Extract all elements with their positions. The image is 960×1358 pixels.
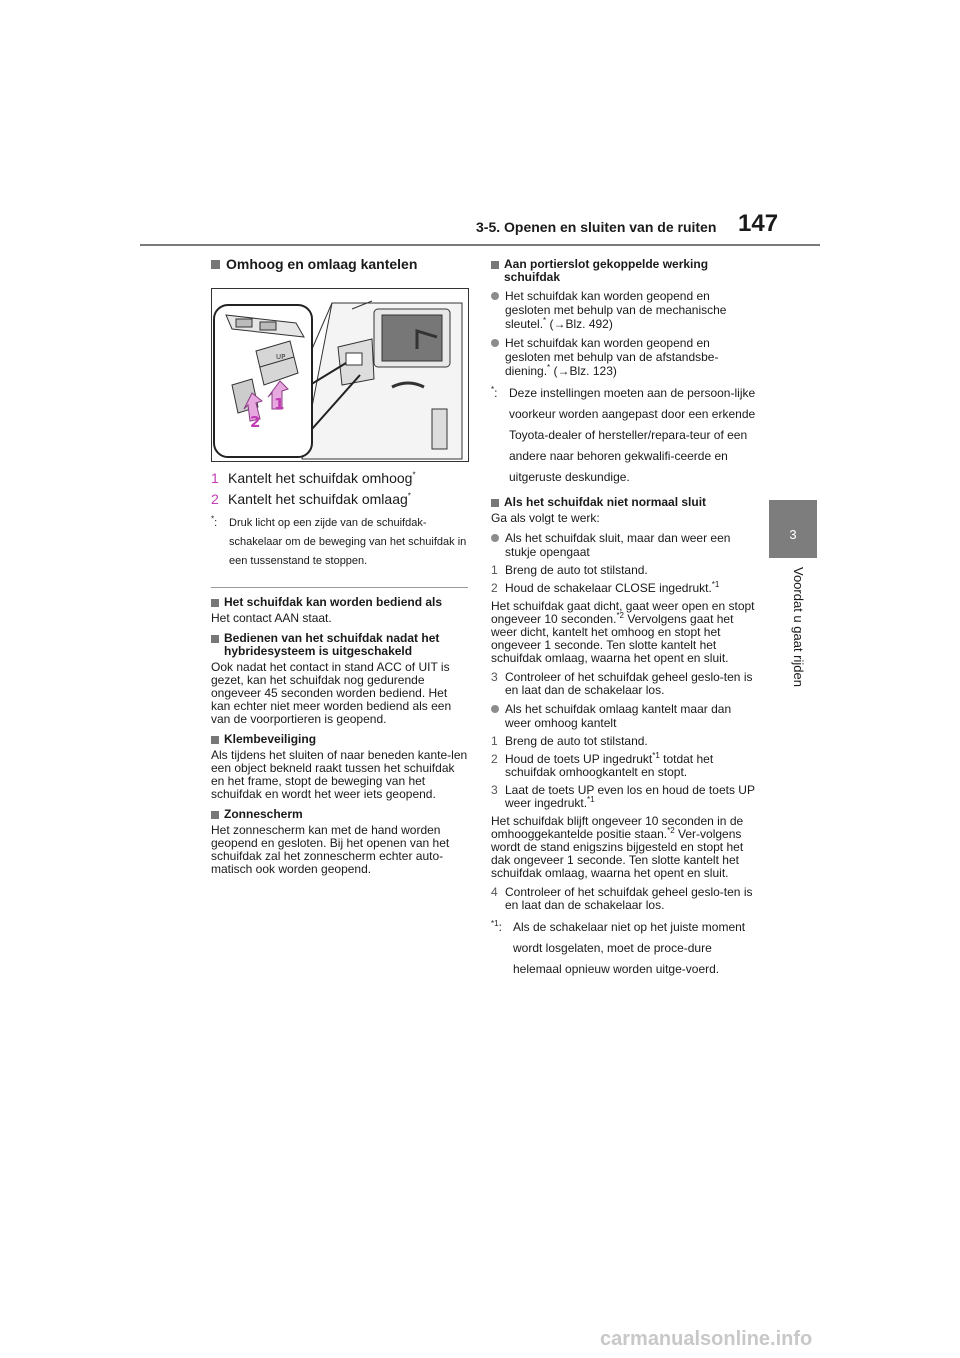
info-title: Klembeveiliging: [224, 732, 317, 746]
step-text-continued: totdat het schuifdak omhoogkantelt en stopt.: [505, 752, 714, 779]
step-number: 2: [491, 581, 498, 595]
header-rule: [140, 244, 820, 246]
left-column: [211, 256, 468, 882]
step-text: Controleer of het schuifdak geheel geslo-ten is en laat dan de schakelaar los.: [505, 670, 753, 697]
watermark: carmanualsonline.info: [600, 1328, 813, 1350]
footnote-mark: *: [547, 363, 551, 372]
page-number: 147: [738, 210, 779, 237]
procedure-step: [491, 735, 757, 748]
bullet-item: [491, 531, 757, 559]
procedure-step: [491, 564, 757, 577]
step-number: 1: [491, 734, 498, 748]
round-bullet-icon: [491, 339, 499, 347]
round-bullet-icon: [491, 534, 499, 542]
step-text: Controleer of het schuifdak geheel geslo-ten is en laat dan de schakelaar los.: [505, 885, 753, 912]
bullet-item: [491, 336, 757, 378]
step-number: 2: [211, 491, 219, 507]
info-title: Aan portierslot gekoppelde werking schuifdak: [504, 257, 709, 284]
footnote-mark: *: [543, 316, 547, 325]
step-text: Breng de auto tot stilstand.: [505, 563, 648, 577]
step-text: Kantelt het schuifdak omhoog: [228, 470, 413, 486]
info-section: [211, 632, 468, 726]
procedure-step: [491, 671, 757, 697]
bullet-text: Het schuifdak kan worden geopend en gesloten met behulp van de mechanische sleutel.: [505, 289, 727, 331]
info-body: Het contact AAN staat.: [211, 611, 332, 625]
footnote-text: Druk licht op een zijde van de schuifdak-schakelaar om de beweging van het schuifdak in een tussenstand te stoppen.: [229, 517, 467, 567]
square-bullet-icon: [211, 260, 220, 269]
section-heading: [211, 256, 468, 272]
bullet-text: Als het schuifdak omlaag kantelt maar dan weer omhoog kantelt: [505, 702, 732, 730]
figure-label-2: 2: [250, 413, 261, 431]
procedure-step: [491, 753, 757, 779]
intro-text: Ga als volgt te werk:: [491, 511, 600, 525]
page-reference: (→Blz. 123): [550, 364, 617, 378]
step-text: Houd de toets UP ingedrukt: [505, 752, 653, 766]
info-title: Het schuifdak kan worden bediend als: [224, 595, 443, 609]
info-section: [211, 596, 468, 625]
footnote-mark: *: [211, 514, 215, 524]
procedure-paragraph: [491, 815, 757, 880]
square-bullet-icon: [211, 599, 219, 607]
info-body: Het zonnescherm kan met de hand worden geopend en gesloten. Bij het openen van het schuifdak zal het zonnescherm echter auto-matisch ook worden geopend.: [211, 823, 450, 876]
step-tilt-down: [211, 493, 468, 506]
step-number: 3: [491, 670, 498, 684]
step-tilt-up: [211, 472, 468, 485]
footnote: [491, 383, 757, 488]
chapter-label: Voordat u gaat rijden: [791, 567, 806, 687]
footnote-mark: *1: [491, 919, 499, 928]
footnote-mark: *1: [587, 795, 595, 804]
footnote-separator: :: [494, 386, 498, 400]
section-title: 3-5. Openen en sluiten van de ruiten: [476, 219, 717, 235]
info-body: Ook nadat het contact in stand ACC of UIT is gezet, kan het schuifdak nog gedurende ongeveer 45 seconden worden bediend. Het kan echter niet meer worden bediend als een van de voorportieren is geopend.: [211, 660, 452, 726]
step-number: 1: [491, 563, 498, 577]
footnote: [491, 917, 757, 980]
footnote-text: Deze instellingen moeten aan de persoon-lijke voorkeur worden aangepast door een erkende Toyota-dealer of hersteller/repara-teur of een andere naar behoren gekwalifi-ceerde en uitgeruste deskundige.: [509, 386, 756, 484]
footnote-mark: *1: [652, 751, 660, 760]
footnote-mark: *: [407, 491, 411, 501]
round-bullet-icon: [491, 292, 499, 300]
divider: [211, 587, 468, 588]
sunroof-switch-figure: [211, 288, 469, 462]
info-section: [211, 733, 468, 801]
procedure-step: [491, 784, 757, 810]
bullet-text: Als het schuifdak sluit, maar dan weer een stukje opengaat: [505, 531, 731, 559]
square-bullet-icon: [491, 499, 499, 507]
footnote-mark: *1: [711, 580, 720, 589]
chapter-tab: 3: [769, 500, 817, 558]
square-bullet-icon: [211, 736, 219, 744]
footnote: [211, 514, 468, 571]
square-bullet-icon: [491, 261, 499, 269]
footnote-mark: *: [491, 385, 495, 394]
footnote-separator: :: [498, 920, 502, 934]
paragraph-text: Het schuifdak blijft ongeveer 10 seconden in de omhooggekantelde positie staan.: [491, 814, 744, 841]
info-section: [211, 808, 468, 876]
info-title: Als het schuifdak niet normaal sluit: [504, 495, 707, 509]
heading-text: Omhoog en omlaag kantelen: [226, 256, 418, 272]
step-text: Laat de toets UP even los en houd de toets UP weer ingedrukt.: [505, 783, 755, 810]
footnote-text: Als de schakelaar niet op het juiste moment wordt losgelaten, moet de proce-dure helemaal opnieuw worden uitge-voerd.: [513, 920, 746, 976]
info-title: Bedienen van het schuifdak nadat het hybridesysteem is uitgeschakeld: [224, 631, 440, 658]
procedure-step: [491, 582, 757, 595]
info-title: Zonnescherm: [224, 807, 303, 821]
right-column: [491, 256, 757, 980]
round-bullet-icon: [491, 705, 499, 713]
step-text: Breng de auto tot stilstand.: [505, 734, 648, 748]
figure-label-1: 1: [274, 395, 285, 413]
bullet-text: Het schuifdak kan worden geopend en gesloten met behulp van de afstandsbe-diening.: [505, 336, 719, 378]
bullet-item: [491, 289, 757, 331]
footnote-separator: :: [214, 517, 218, 529]
page-reference: (→Blz. 492): [546, 317, 613, 331]
footnote-mark: *2: [616, 611, 624, 620]
bullet-item: [491, 702, 757, 730]
info-body: Als tijdens het sluiten of naar beneden kante-len een object bekneld raakt tussen het schuifdak en het frame, stopt de beweging van het schuifdak en wordt het weer iets geopend.: [211, 748, 468, 801]
overhead-console-illustration: [212, 289, 468, 461]
step-text: Kantelt het schuifdak omlaag: [228, 491, 408, 507]
step-number: 4: [491, 885, 498, 899]
paragraph-text: Ver-volgens wordt de stand enigszins bijgesteld en stopt het dak ongeveer 1 seconde. Ten slotte kantelt het schuifdak omlaag, waarna het opent en sluit.: [491, 827, 744, 880]
paragraph-text: Het schuifdak gaat dicht, gaat weer open en stopt ongeveer 10 seconden.: [491, 599, 755, 626]
step-text: Houd de schakelaar CLOSE ingedrukt.: [505, 581, 712, 595]
square-bullet-icon: [211, 635, 219, 643]
footnote-mark: *: [412, 470, 416, 480]
switch-up-label: UP: [276, 353, 286, 361]
procedure-paragraph: [491, 600, 757, 665]
footnote-mark: *2: [667, 826, 675, 835]
procedure-step: [491, 886, 757, 912]
step-number: 1: [211, 470, 219, 486]
step-number: 2: [491, 752, 498, 766]
step-number: 3: [491, 783, 498, 797]
paragraph-text: Vervolgens gaat het weer dicht, kantelt het omhoog en stopt het ongeveer 1 seconde. Ten slotte kantelt het schuifdak omlaag, waarna het opent en sluit.: [491, 612, 734, 665]
square-bullet-icon: [211, 811, 219, 819]
